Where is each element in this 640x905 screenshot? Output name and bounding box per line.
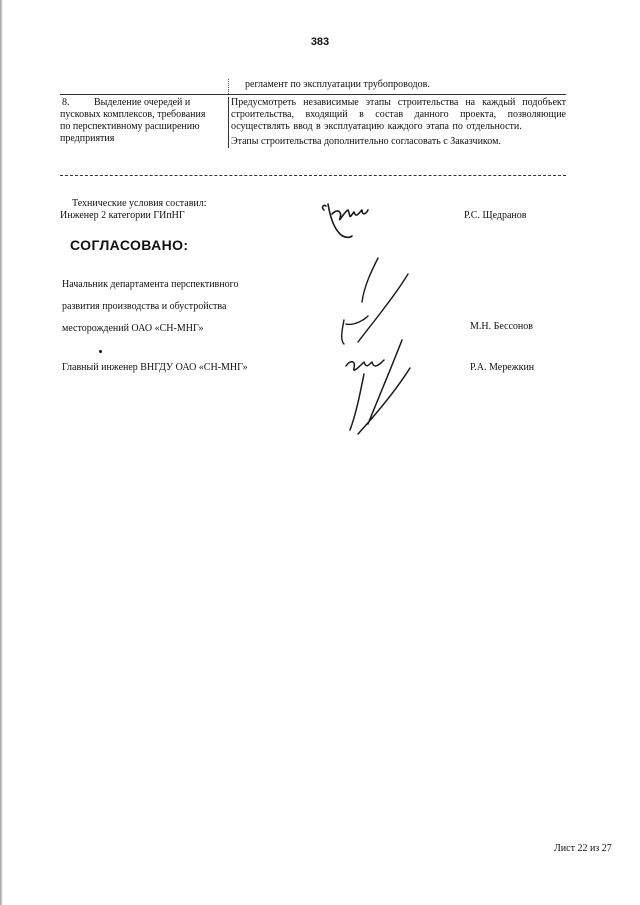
compiler-signature <box>318 198 378 242</box>
approver-chief-engineer-signature <box>340 330 420 440</box>
requirement-text: Предусмотреть независимые этапы строительства на каждый подобъект строительства, входящий в состав данного проекта, позволяющие осуществлять ввод в эксплуатацию каждого этапа по отдельности. <box>231 97 566 132</box>
compiler-block <box>60 198 207 222</box>
approver-chief-engineer-name: Р.А. Мережкин <box>470 362 535 373</box>
requirements-table <box>60 76 566 176</box>
compiler-line-1: Технические условия составил: <box>72 198 207 209</box>
approver-title-line: развития производства и обустройства <box>62 301 227 312</box>
page-number: 383 <box>310 36 330 48</box>
approver-title-line: месторождений ОАО «СН-МНГ» <box>62 323 204 334</box>
approver-dept-head-name: М.Н. Бессонов <box>470 321 533 332</box>
compiler-name: Р.С. Щедранов <box>464 210 527 221</box>
requirement-note: Этапы строительства дополнительно согласовать с Заказчиком. <box>231 136 501 147</box>
table-cell-requirement <box>228 97 566 148</box>
agreed-heading: СОГЛАСОВАНО: <box>70 237 189 253</box>
table-row-previous <box>60 76 566 95</box>
approver-dept-head-title <box>62 274 238 340</box>
approver-title-line: Главный инженер ВНГДУ ОАО «СН-МНГ» <box>62 362 248 373</box>
sheet-number: Лист 22 из 27 <box>554 843 612 854</box>
compiler-line-2: Инженер 2 категории ГИпНГ <box>60 210 185 221</box>
table-cell-previous-text: регламент по эксплуатации трубопроводов. <box>228 79 566 94</box>
row-number: 8. <box>62 97 70 108</box>
scan-edge-shadow <box>0 0 3 905</box>
approver-chief-engineer-title <box>62 362 248 373</box>
table-row <box>60 95 566 176</box>
approver-title-line: Начальник департамента перспективного <box>62 279 239 290</box>
decorative-dot <box>99 350 102 353</box>
row-item-text: Выделение очередей и пусковых комплексов, требования по перспективному расширению предприятия <box>60 97 206 144</box>
